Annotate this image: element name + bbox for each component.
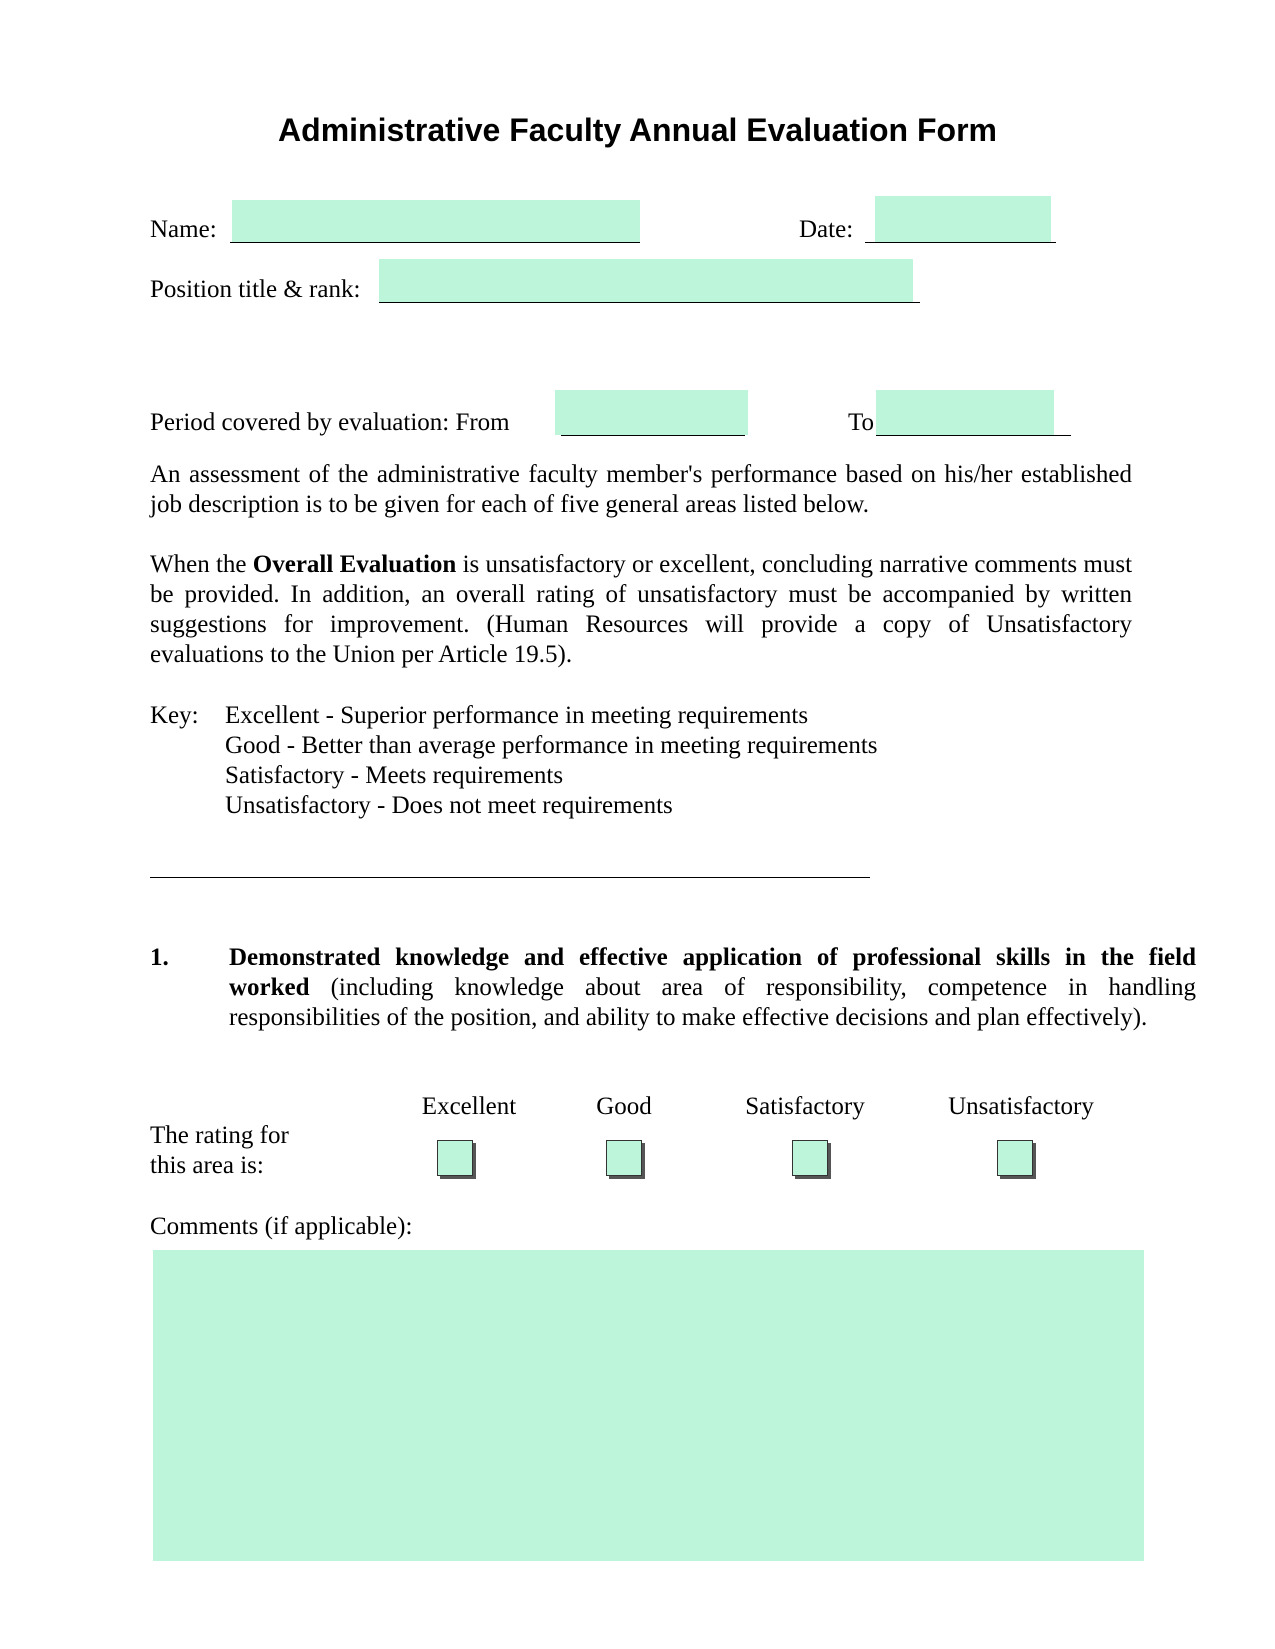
period-to-label: To [848,409,875,436]
comments-field[interactable] [153,1250,1144,1561]
key-item-satisfactory: Satisfactory - Meets requirements [225,762,564,789]
intro-paragraph-2-prefix: When the [150,551,247,578]
intro-paragraph-2-rest: is unsatisfactory or excellent, concluding narrative comments must be provided. In addition, an overall rating of unsatisfactory must be accompanied by written suggestions for improvement. (Human Resources will provide a copy of Unsatisfactory evaluations to the Union per Article 19.5). [150,551,1133,668]
name-underline [230,242,640,243]
rating-checkbox-unsatisfactory[interactable] [997,1140,1033,1176]
rating-label-line-2: this area is: [150,1152,264,1179]
rating-checkbox-satisfactory[interactable] [792,1140,828,1176]
position-underline [379,302,920,303]
key-item-unsatisfactory: Unsatisfactory - Does not meet requirements [225,792,673,819]
period-to-underline [876,435,1071,436]
name-field[interactable] [232,200,640,242]
position-label: Position title & rank: [150,276,361,303]
section-divider [150,877,870,878]
period-label: Period covered by evaluation: From [150,409,510,436]
date-underline [865,242,1056,243]
intro-paragraph-1: An assessment of the administrative faculty member's performance based on his/her established job description is to be given for each of five general areas listed below. [150,461,1132,518]
intro-paragraph-2 [150,550,1132,670]
rating-checkbox-excellent[interactable] [437,1140,473,1176]
rating-label [150,1121,289,1181]
name-label: Name: [150,216,217,243]
section-1-number: 1. [150,944,169,971]
rating-header-unsatisfactory: Unsatisfactory [948,1093,1094,1120]
section-1-heading-rest: (including knowledge about area of responsibility, competence in handling responsibilities of the position, and ability to make effective decisions and plan effectively). [229,974,1196,1031]
section-1-heading [229,943,1196,1033]
key-label: Key: [150,702,199,729]
key-item-good: Good - Better than average performance in meeting requirements [225,732,878,759]
comments-label: Comments (if applicable): [150,1213,413,1240]
date-label: Date: [799,216,854,243]
key-item-excellent: Excellent - Superior performance in meeting requirements [225,702,809,729]
section-1-heading-bold: Demonstrated knowledge and effective application of professional skills in the field worked [229,944,1196,1001]
form-title: Administrative Faculty Annual Evaluation Form [278,112,997,148]
period-to-field[interactable] [876,390,1054,435]
overall-evaluation-bold: Overall Evaluation [252,551,457,578]
period-from-field[interactable] [555,390,748,435]
period-from-underline [561,435,745,436]
rating-checkbox-good[interactable] [606,1140,642,1176]
position-field[interactable] [379,259,913,302]
rating-header-excellent: Excellent [421,1093,517,1120]
rating-label-line-1: The rating for [150,1122,289,1149]
date-field[interactable] [875,196,1051,242]
rating-header-satisfactory: Satisfactory [745,1093,865,1120]
rating-header-good: Good [596,1093,652,1120]
